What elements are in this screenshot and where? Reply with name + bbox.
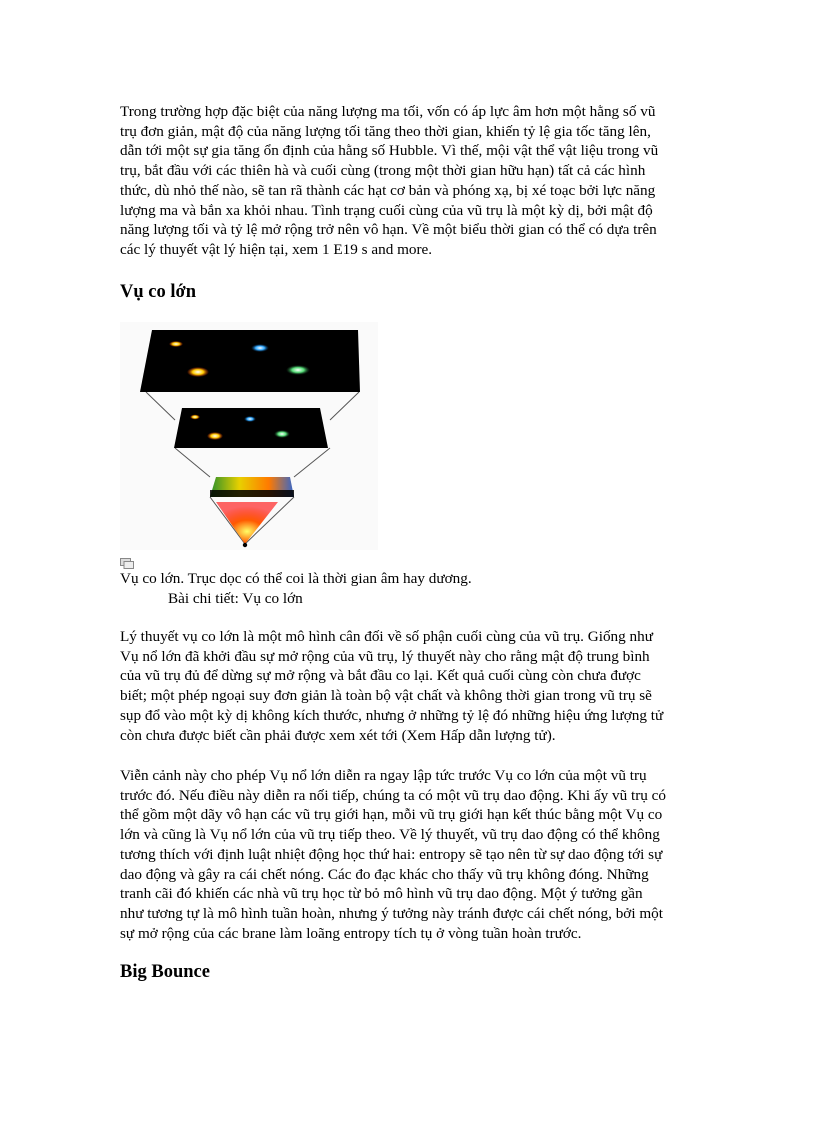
main-article-link[interactable]: Bài chi tiết: Vụ co lớn <box>168 590 303 607</box>
text-line: các lý thuyết vật lý hiện tại, xem 1 E19 s and more. <box>120 240 433 258</box>
text-line: biết; một phép ngoại suy đơn giản là toàn bộ vật chất và không thời gian trong vũ trụ sẽ <box>120 687 652 705</box>
text-line: sự mở rộng của các brane làm loãng entropy tích tụ ở vòng tuần hoàn trước. <box>120 924 582 942</box>
figure-caption: Vụ co lớn. Trục dọc có thể coi là thời gian âm hay dương. <box>120 570 472 587</box>
paragraph-oscillating-universe <box>120 766 700 943</box>
text-line: của vũ trụ đủ để dừng sự mở rộng và bắt đầu co lại. Kết quả cuối cùng còn chưa được <box>120 667 641 685</box>
text-line: dao động và gây ra cái chết nóng. Các đo đạc khác cho thấy vũ trụ không đóng. Những <box>120 865 649 883</box>
text-line: Trong trường hợp đặc biệt của năng lượng ma tối, vốn có áp lực âm hơn một hằng số vũ <box>120 103 656 120</box>
text-line: lớn và cũng là Vụ nổ lớn của vũ trụ tiếp theo. Về lý thuyết, vũ trụ dao động có thể không <box>120 826 660 844</box>
text-line: Vụ nổ lớn đã khởi đầu sự mở rộng của vũ trụ, lý thuyết này cho rằng mật độ trung bình <box>120 647 650 665</box>
text-line: như tương tự là mô hình tuần hoàn, nhưng ý tưởng này tránh được cái chết nóng, bởi một <box>120 904 663 922</box>
paragraph-big-crunch <box>120 627 700 745</box>
text-line: còn chưa được biết cần phải được xem xét tới (Xem Hấp dẫn lượng tử). <box>120 726 556 744</box>
text-line: thức, dù nhỏ thế nào, sẽ tan rã thành các hạt cơ bản và phóng xạ, bị xé toạc bởi lực năng <box>120 181 656 199</box>
text-line: trước đó. Nếu điều này diễn ra nối tiếp, chúng ta có một vũ trụ dao động. Khi ấy vũ trụ có <box>120 786 667 804</box>
section-heading-big-bounce: Big Bounce <box>120 962 210 982</box>
text-line: Lý thuyết vụ co lớn là một mô hình cân đối về số phận cuối cùng của vũ trụ. Giống như <box>120 628 653 645</box>
section-heading-big-crunch: Vụ co lớn <box>120 282 197 302</box>
text-line: tương thích với định luật nhiệt động học thứ hai: entropy sẽ tạo nên từ sự dao động tới sự <box>120 845 663 863</box>
text-line: dẫn tới một sự gia tăng ổn định của hằng số Hubble. Vì thế, mội vật thể vật liệu trong vũ <box>120 142 659 160</box>
text-line: Viễn cảnh này cho phép Vụ nổ lớn diễn ra ngay lập tức trước Vụ co lớn của một vũ trụ <box>120 767 647 784</box>
big-crunch-diagram <box>120 322 378 550</box>
image-placeholder-icon <box>120 556 134 567</box>
text-line: trụ đơn giản, mật độ của năng lượng tối tăng theo thời gian, khiến tỷ lệ gia tốc tăng lên, <box>120 122 651 140</box>
text-line: tranh cãi đó khiến các nhà vũ trụ học từ bỏ mô hình vũ trụ dao động. Một ý tưởng gần <box>120 885 643 903</box>
text-line: trụ, bắt đầu với các thiên hà và cuối cùng (trong một thời gian hữu hạn) tất cả các hình <box>120 162 646 180</box>
paragraph-dark-energy <box>120 102 700 260</box>
text-line: thể gồm một dãy vô hạn các vũ trụ giới hạn, mỗi vũ trụ giới hạn kết thúc bằng một Vụ co <box>120 806 663 824</box>
text-line: lượng ma và bắn xa khỏi nhau. Tình trạng cuối cùng của vũ trụ là một kỳ dị, bởi mật độ <box>120 201 653 219</box>
text-line: sụp đổ vào một kỳ dị không kích thước, nhưng ở những tỷ lệ đó những hiệu ứng lượng tử <box>120 706 664 724</box>
text-line: năng lượng tối và tỷ lệ mở rộng trở nên vô hạn. Về một biểu thời gian có thể có dựa trên <box>120 221 657 239</box>
